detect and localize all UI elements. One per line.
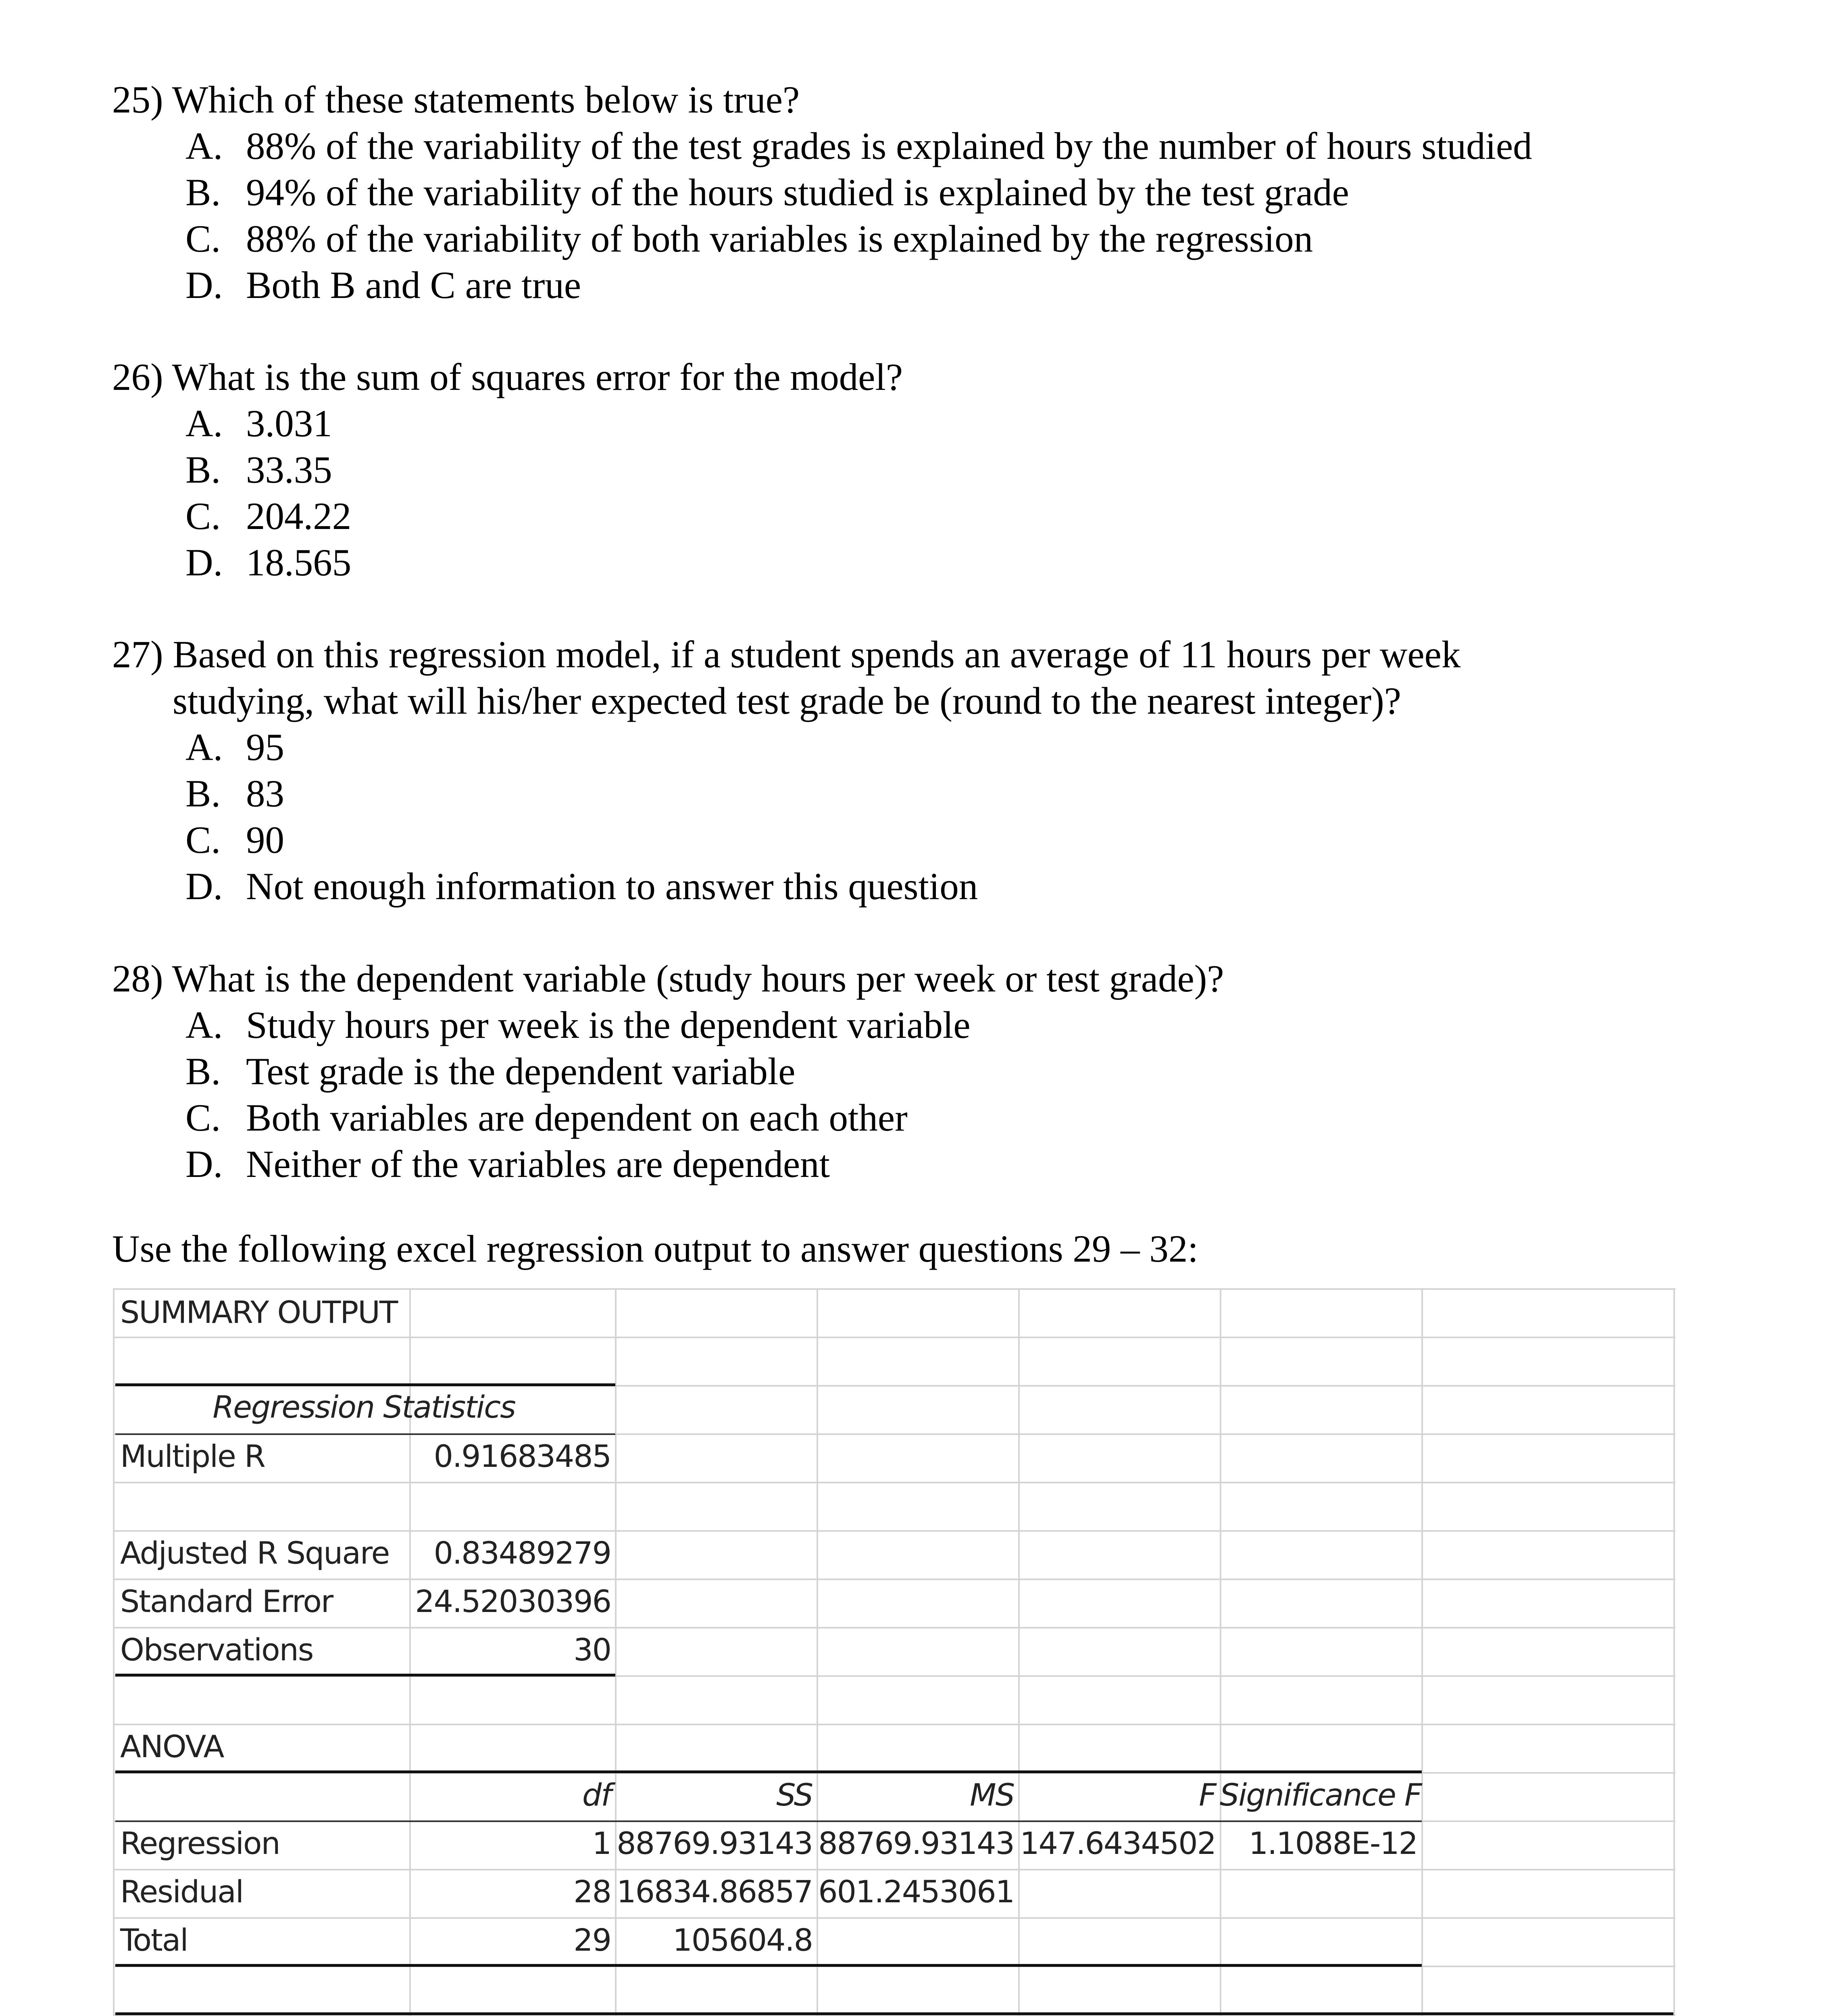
answer-option bbox=[185, 771, 1572, 817]
anova-cell-ss: 16834.86857 bbox=[617, 1874, 812, 1910]
anova-cell-ss: 105604.8 bbox=[673, 1922, 812, 1958]
option-letter: B. bbox=[185, 1050, 221, 1093]
question-25 bbox=[112, 77, 1725, 308]
stat-label-multiple-r: Multiple R bbox=[120, 1438, 265, 1474]
answer-option bbox=[185, 123, 1725, 169]
option-text: 95 bbox=[246, 726, 284, 768]
option-letter: B. bbox=[185, 772, 221, 815]
question-stem: 25) Which of these statements below is true? bbox=[112, 78, 800, 121]
answer-options bbox=[112, 724, 1572, 910]
anova-cell-df: 1 bbox=[592, 1825, 611, 1861]
question-stem: 26) What is the sum of squares error for the model? bbox=[112, 356, 903, 398]
answer-option bbox=[185, 400, 1725, 447]
answer-option bbox=[185, 539, 1725, 586]
option-letter: C. bbox=[185, 818, 221, 861]
gridline bbox=[113, 1337, 1675, 1338]
gridline bbox=[113, 1869, 1675, 1870]
option-text: Not enough information to answer this question bbox=[246, 865, 978, 908]
option-letter: B. bbox=[185, 171, 221, 214]
anova-cell-ms: 601.2453061 bbox=[818, 1874, 1014, 1910]
anova-header-df: df bbox=[582, 1777, 611, 1813]
option-text: Study hours per week is the dependent variable bbox=[246, 1004, 971, 1046]
option-text: Both variables are dependent on each other bbox=[246, 1096, 908, 1139]
option-text: Test grade is the dependent variable bbox=[246, 1050, 796, 1093]
table-rule bbox=[115, 1770, 1422, 1773]
option-text: 88% of the variability of the test grades is explained by the number of hours studied bbox=[246, 125, 1532, 167]
answer-option bbox=[185, 1095, 1725, 1141]
gridline bbox=[113, 1724, 1675, 1725]
stat-label-adjusted-r-square: Adjusted R Square bbox=[120, 1535, 390, 1571]
gridline bbox=[1421, 1288, 1423, 2016]
gridline bbox=[113, 1627, 1675, 1629]
option-letter: C. bbox=[185, 495, 221, 537]
option-letter: A. bbox=[185, 726, 223, 768]
question-28 bbox=[112, 956, 1725, 1187]
answer-options bbox=[112, 123, 1725, 308]
answer-option bbox=[185, 169, 1725, 216]
stat-value-adjusted-r-square: 0.83489279 bbox=[433, 1535, 611, 1571]
gridline bbox=[113, 1288, 1675, 1290]
option-letter: C. bbox=[185, 217, 221, 260]
stat-value-multiple-r: 0.91683485 bbox=[433, 1438, 611, 1474]
anova-cell-ss: 88769.93143 bbox=[617, 1825, 812, 1861]
option-text: 204.22 bbox=[246, 495, 352, 537]
option-text: Both B and C are true bbox=[246, 264, 581, 306]
option-letter: B. bbox=[185, 448, 221, 491]
option-text: 88% of the variability of both variables is explained by the regression bbox=[246, 217, 1313, 260]
answer-options bbox=[112, 400, 1725, 586]
answer-option bbox=[185, 216, 1725, 262]
excel-intro-text: Use the following excel regression output to answer questions 29 – 32: bbox=[112, 1227, 1198, 1270]
stat-value-observations: 30 bbox=[573, 1632, 611, 1668]
question-27 bbox=[112, 631, 1572, 910]
option-text: 3.031 bbox=[246, 402, 332, 445]
option-text: 94% of the variability of the hours studied is explained by the test grade bbox=[246, 171, 1349, 214]
answer-options bbox=[112, 1002, 1725, 1187]
anova-title: ANOVA bbox=[120, 1729, 224, 1764]
answer-option bbox=[185, 724, 1572, 771]
gridline bbox=[113, 1579, 1675, 1580]
anova-cell-df: 28 bbox=[573, 1874, 611, 1910]
table-rule bbox=[115, 1820, 1422, 1822]
question-stem: 28) What is the dependent variable (study hours per week or test grade)? bbox=[112, 957, 1224, 1000]
gridline bbox=[113, 1917, 1675, 1919]
anova-row-label: Regression bbox=[120, 1825, 280, 1861]
option-letter: D. bbox=[185, 541, 223, 584]
option-text: 33.35 bbox=[246, 448, 332, 491]
answer-option bbox=[185, 817, 1572, 863]
stat-value-standard-error: 24.52030396 bbox=[415, 1583, 611, 1619]
answer-option bbox=[185, 1141, 1725, 1187]
anova-header-ss: SS bbox=[776, 1777, 812, 1813]
answer-option bbox=[185, 447, 1725, 493]
option-letter: D. bbox=[185, 264, 223, 306]
option-text: Neither of the variables are dependent bbox=[246, 1143, 830, 1185]
answer-option bbox=[185, 1002, 1725, 1048]
option-letter: C. bbox=[185, 1096, 221, 1139]
anova-cell-f: 147.6434502 bbox=[1020, 1825, 1216, 1861]
answer-option bbox=[185, 863, 1572, 910]
option-letter: A. bbox=[185, 125, 223, 167]
table-rule bbox=[115, 2012, 1673, 2015]
answer-option bbox=[185, 262, 1725, 308]
question-stem: 27) Based on this regression model, if a student spends an average of 11 hours per week studying, what will his/her expected test grade be (round to the nearest integer)? bbox=[112, 633, 1461, 722]
answer-option bbox=[185, 493, 1725, 539]
summary-output-title: SUMMARY OUTPUT bbox=[120, 1294, 398, 1330]
anova-cell-significance-f: 1.1088E-12 bbox=[1248, 1825, 1417, 1861]
table-rule bbox=[115, 1674, 615, 1677]
gridline bbox=[1673, 1288, 1675, 2016]
gridline bbox=[113, 1482, 1675, 1483]
table-rule bbox=[115, 1433, 615, 1435]
anova-header-significance-f: Significance F bbox=[1220, 1777, 1421, 1813]
option-letter: D. bbox=[185, 865, 223, 908]
option-letter: A. bbox=[185, 402, 223, 445]
gridline bbox=[1018, 1288, 1020, 2016]
anova-row-label: Total bbox=[120, 1922, 188, 1958]
stat-label-observations: Observations bbox=[120, 1632, 313, 1668]
gridline bbox=[1220, 1288, 1221, 2016]
option-letter: A. bbox=[185, 1004, 223, 1046]
option-letter: D. bbox=[185, 1143, 223, 1185]
regression-statistics-header: Regression Statistics bbox=[212, 1389, 515, 1425]
table-rule bbox=[115, 1964, 1422, 1967]
option-text: 83 bbox=[246, 772, 284, 815]
answer-option bbox=[185, 1048, 1725, 1095]
question-26 bbox=[112, 354, 1725, 586]
anova-header-f: F bbox=[1199, 1777, 1216, 1813]
anova-header-ms: MS bbox=[970, 1777, 1014, 1813]
option-text: 90 bbox=[246, 818, 284, 861]
excel-regression-output bbox=[113, 1288, 1675, 2016]
option-text: 18.565 bbox=[246, 541, 352, 584]
anova-row-label: Residual bbox=[120, 1874, 243, 1910]
stat-label-standard-error: Standard Error bbox=[120, 1583, 333, 1619]
gridline bbox=[113, 1530, 1675, 1532]
anova-cell-df: 29 bbox=[573, 1922, 611, 1958]
anova-cell-ms: 88769.93143 bbox=[818, 1825, 1014, 1861]
table-rule bbox=[115, 1383, 615, 1386]
